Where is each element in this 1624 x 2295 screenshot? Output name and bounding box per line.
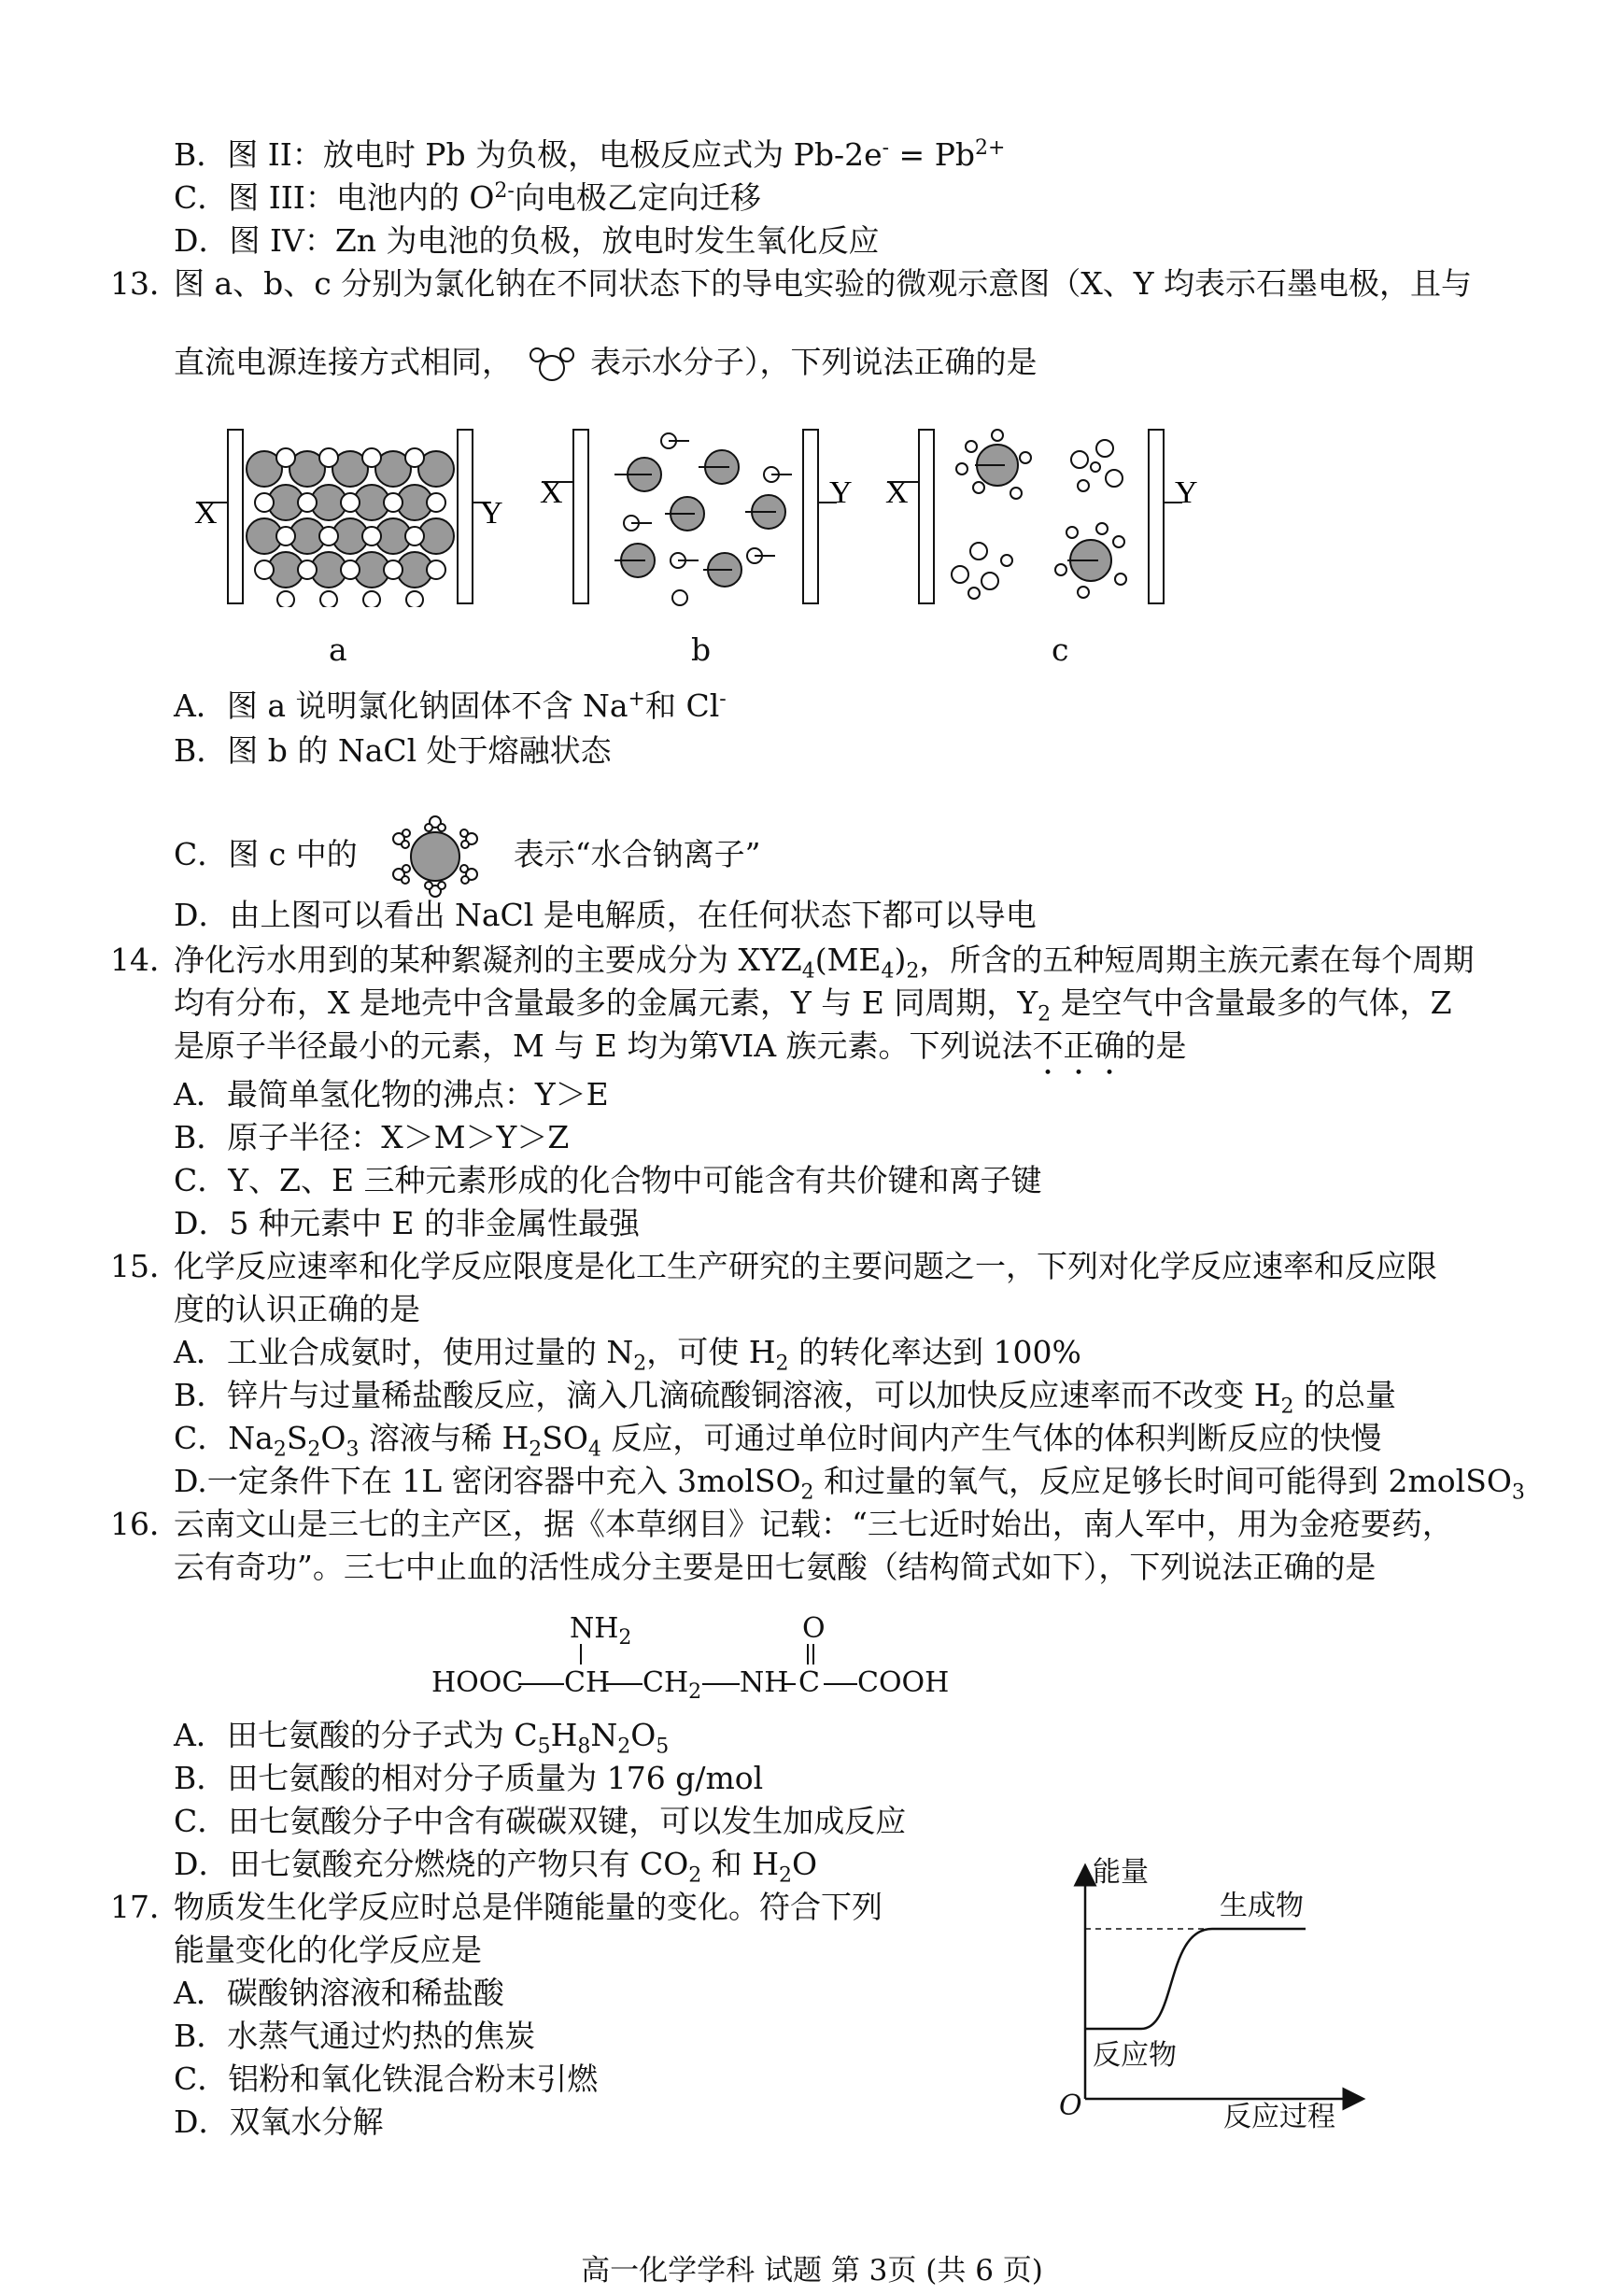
q15-option-d: D.一定条件下在 1L 密闭容器中充入 3molSO$_2$ 和过量的氧气，反应足够长时间可能得到 2molSO$_3$ [174,1463,1525,1505]
svg-text:X: X [885,475,909,510]
q15-stem-line2: 度的认识正确的是 [174,1291,420,1327]
svg-text:X: X [540,475,563,510]
q14-option-a: A．最简单氢化物的沸点：Y＞E [174,1076,609,1112]
q13-option-d: D．由上图可以看出 NaCl 是电解质，在任何状态下都可以导电 [174,897,1037,933]
emphasized-not-correct: 不正确 [1032,1027,1125,1064]
energy-axis-label: 能量 [1093,1856,1149,1889]
q14-stem-line3: 是原子半径最小的元素，M 与 E 均为第VIA 族元素。下列说法不正确的是 [174,1027,1187,1064]
q17-option-c: C．铝粉和氧化铁混合粉末引燃 [174,2061,599,2097]
product-label: 生成物 [1220,1890,1304,1922]
q17-number: 17． [110,1889,180,1925]
q13-number: 13． [110,265,180,302]
q14-stem-line2: 均有分布，X 是地壳中含量最多的金属元素，Y 与 E 同周期，$Y_2$ 是空气中含量最多的气体，Z [174,985,1452,1027]
q16-option-a: A．田七氨酸的分子式为 $C_5H_8N_2O_5$ [174,1717,670,1759]
energy-curve [1085,1929,1306,2029]
figure-b-label: b [691,631,712,668]
q12-option-c: C．图 III：电池内的 $O^{2-}$向电极乙定向迁移 [174,179,761,216]
q14-option-d: D．5 种元素中 E 的非金属性最强 [174,1205,641,1241]
water-molecule-icon [523,346,581,383]
q15-stem-line1: 化学反应速率和化学反应限度是化工生产研究的主要问题之一，下列对化学反应速率和反应限 [174,1248,1437,1284]
q14-number: 14． [110,942,180,978]
q17-option-d: D．双氧水分解 [174,2104,384,2140]
amino-group: $NH_2$ [570,1612,632,1650]
q14-option-b: B．原子半径：X＞M＞Y＞Z [174,1119,570,1155]
q15-option-b: B．锌片与过量稀盐酸反应，滴入几滴硫酸铜溶液，可以加快反应速率而不改变 $H_2$ 的总量 [174,1377,1397,1419]
q17-option-a: A．碳酸钠溶液和稀盐酸 [174,1975,504,2011]
q17-stem-line2: 能量变化的化学反应是 [174,1932,482,1968]
q16-number: 16． [110,1506,180,1542]
q16-option-c: C．田七氨酸分子中含有碳碳双键，可以发生加成反应 [174,1803,907,1839]
origin-label: O [1059,2090,1082,2122]
q13-option-c: C．图 c 中的 表示“水合钠离子” [174,815,760,899]
figure-c [885,420,1212,611]
figure-b [540,420,867,611]
q16-stem-line2: 云有奇功”。三七中止血的活性成分主要是田七氨酸（结构简式如下），下列说法正确的是 [174,1549,1377,1585]
reaction-progress-label: 反应过程 [1223,2101,1335,2133]
structural-formula: $NH_2$ O HOOC CH $CH_2$ NH C COOH [431,1612,950,1704]
svg-text:Y: Y [1175,475,1198,510]
q16-option-d: D．田七氨酸充分燃烧的产物只有 $CO_2$ 和 $H_2O$ [174,1846,818,1888]
hydrated-sodium-ion-icon [380,815,490,899]
figure-c-label: c [1052,631,1069,668]
electrode-y-label: Y [480,496,503,531]
carbonyl-oxygen: O [802,1612,826,1645]
figure-a-label: a [329,631,347,668]
q14-option-c: C．Y、Z、E 三种元素形成的化合物中可能含有共价键和离子键 [174,1162,1042,1198]
q12-option-b: B．图 II：放电时 Pb 为负极，电极反应式为 $Pb-2e^- = Pb^{2+}$ [174,136,1006,173]
q14-stem-line1: 净化污水用到的某种絮凝剂的主要成分为 $XYZ_4(ME_4)_2$，所含的五种短周期主族元素在每个周期 [174,942,1475,984]
q15-option-c: C．$Na_2S_2O_3$ 溶液与稀 $H_2SO_4$ 反应，可通过单位时间内产生气体的体积判断反应的快慢 [174,1420,1382,1462]
q12-option-d: D．图 IV：Zn 为电池的负极，放电时发生氧化反应 [174,222,880,259]
figure-a [194,420,521,611]
q15-option-a: A．工业合成氨时，使用过量的 $N_2$，可使 $H_2$ 的转化率达到 100% [174,1334,1081,1376]
q17-option-b: B．水蒸气通过灼热的焦炭 [174,2018,536,2054]
q13-stem-line1: 图 a、b、c 分别为氯化钠在不同状态下的导电实验的微观示意图（X、Y 均表示石墨电极，且与 [174,265,1473,302]
energy-diagram [1055,1854,1373,2134]
q15-number: 15． [110,1248,180,1284]
q13-option-a: A．图 a 说明氯化钠固体不含 Na+和 Cl- [174,687,727,724]
q17-stem-line1: 物质发生化学反应时总是伴随能量的变化。符合下列 [174,1889,883,1925]
q13-stem-line2: 直流电源连接方式相同， 表示水分子），下列说法正确的是 [174,344,1038,383]
electrode-x-label: X [194,496,218,531]
q13-option-b: B．图 b 的 NaCl 处于熔融状态 [174,732,612,769]
page-footer: 高一化学学科 试题 第 3页 (共 6 页) [581,2254,1043,2288]
q16-option-b: B．田七氨酸的相对分子质量为 176 g/mol [174,1760,764,1796]
q16-stem-line1: 云南文山是三七的主产区，据《本草纲目》记载：“三七近时始出，南人军中，用为金疮要药， [174,1506,1453,1542]
reactant-label: 反应物 [1093,2039,1177,2072]
svg-text:Y: Y [829,475,853,510]
